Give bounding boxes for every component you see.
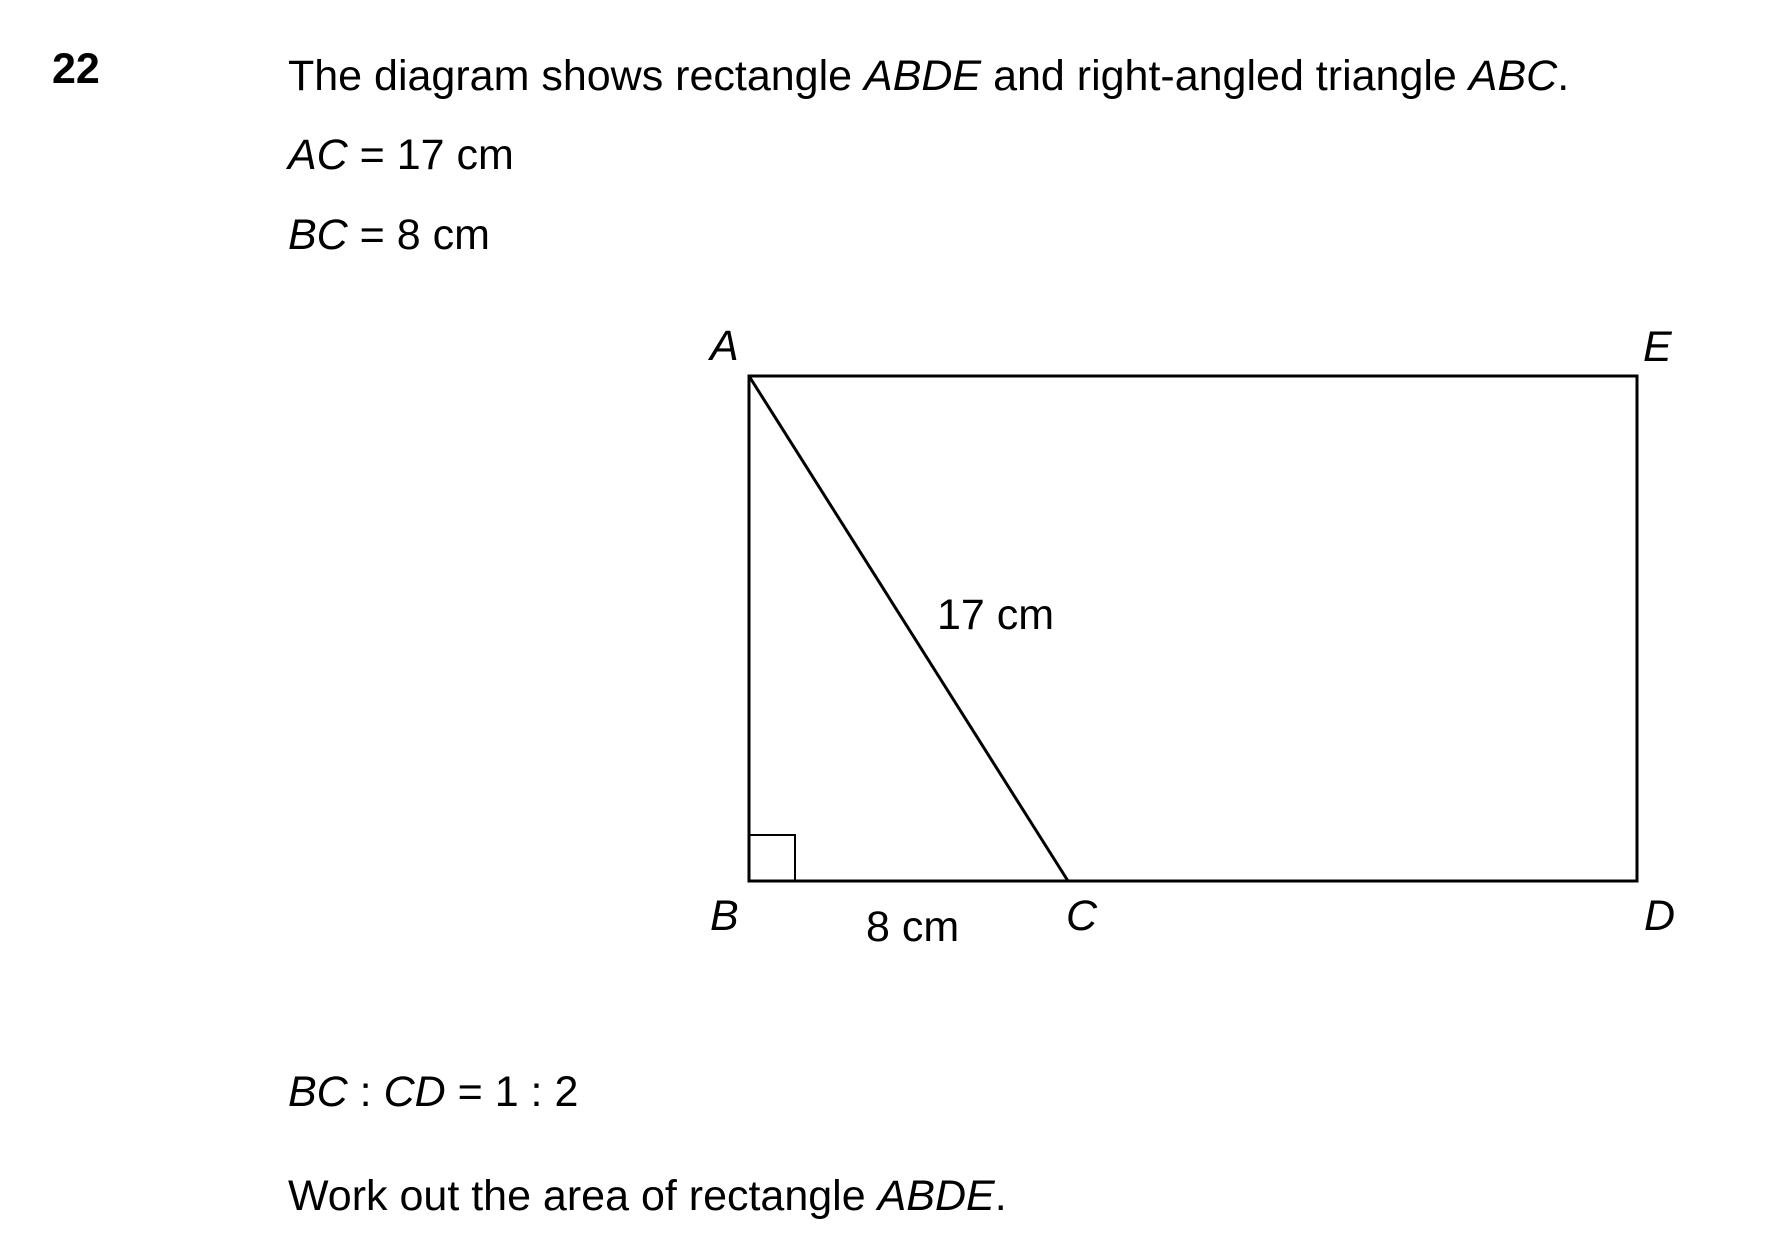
given-ac-label: AC [288,131,348,179]
given-bc-value: = 8 cm [347,211,490,259]
triangle-name: ABC [1468,52,1558,100]
vertex-label-e: E [1643,323,1672,371]
rectangle-abde [749,376,1637,881]
task-statement [288,1172,1007,1220]
vertex-label-b: B [710,892,739,940]
vertex-label-c: C [1066,892,1098,940]
ratio-right: CD [383,1068,446,1116]
task-end: . [994,1172,1007,1220]
vertex-label-a: A [710,322,739,370]
side-label-ac: 17 cm [937,591,1055,639]
ratio-value: = 1 : 2 [445,1068,579,1116]
task-text: Work out the area of rectangle [288,1172,878,1220]
question-number: 22 [52,45,100,93]
vertex-label-d: D [1644,892,1676,940]
intro-text-3: . [1557,52,1570,100]
intro-text-1: The diagram shows rectangle [288,52,865,100]
given-ac-value: = 17 cm [347,131,514,179]
ratio-statement [288,1068,579,1116]
given-bc-label: BC [288,211,348,259]
ratio-left: BC [288,1068,348,1116]
right-angle-marker [749,835,795,881]
task-shape: ABDE [877,1172,995,1220]
rectangle-name: ABDE [864,52,982,100]
intro-text-2: and right-angled triangle [981,52,1469,100]
ratio-separator: : [347,1068,384,1116]
side-label-bc: 8 cm [866,903,960,951]
